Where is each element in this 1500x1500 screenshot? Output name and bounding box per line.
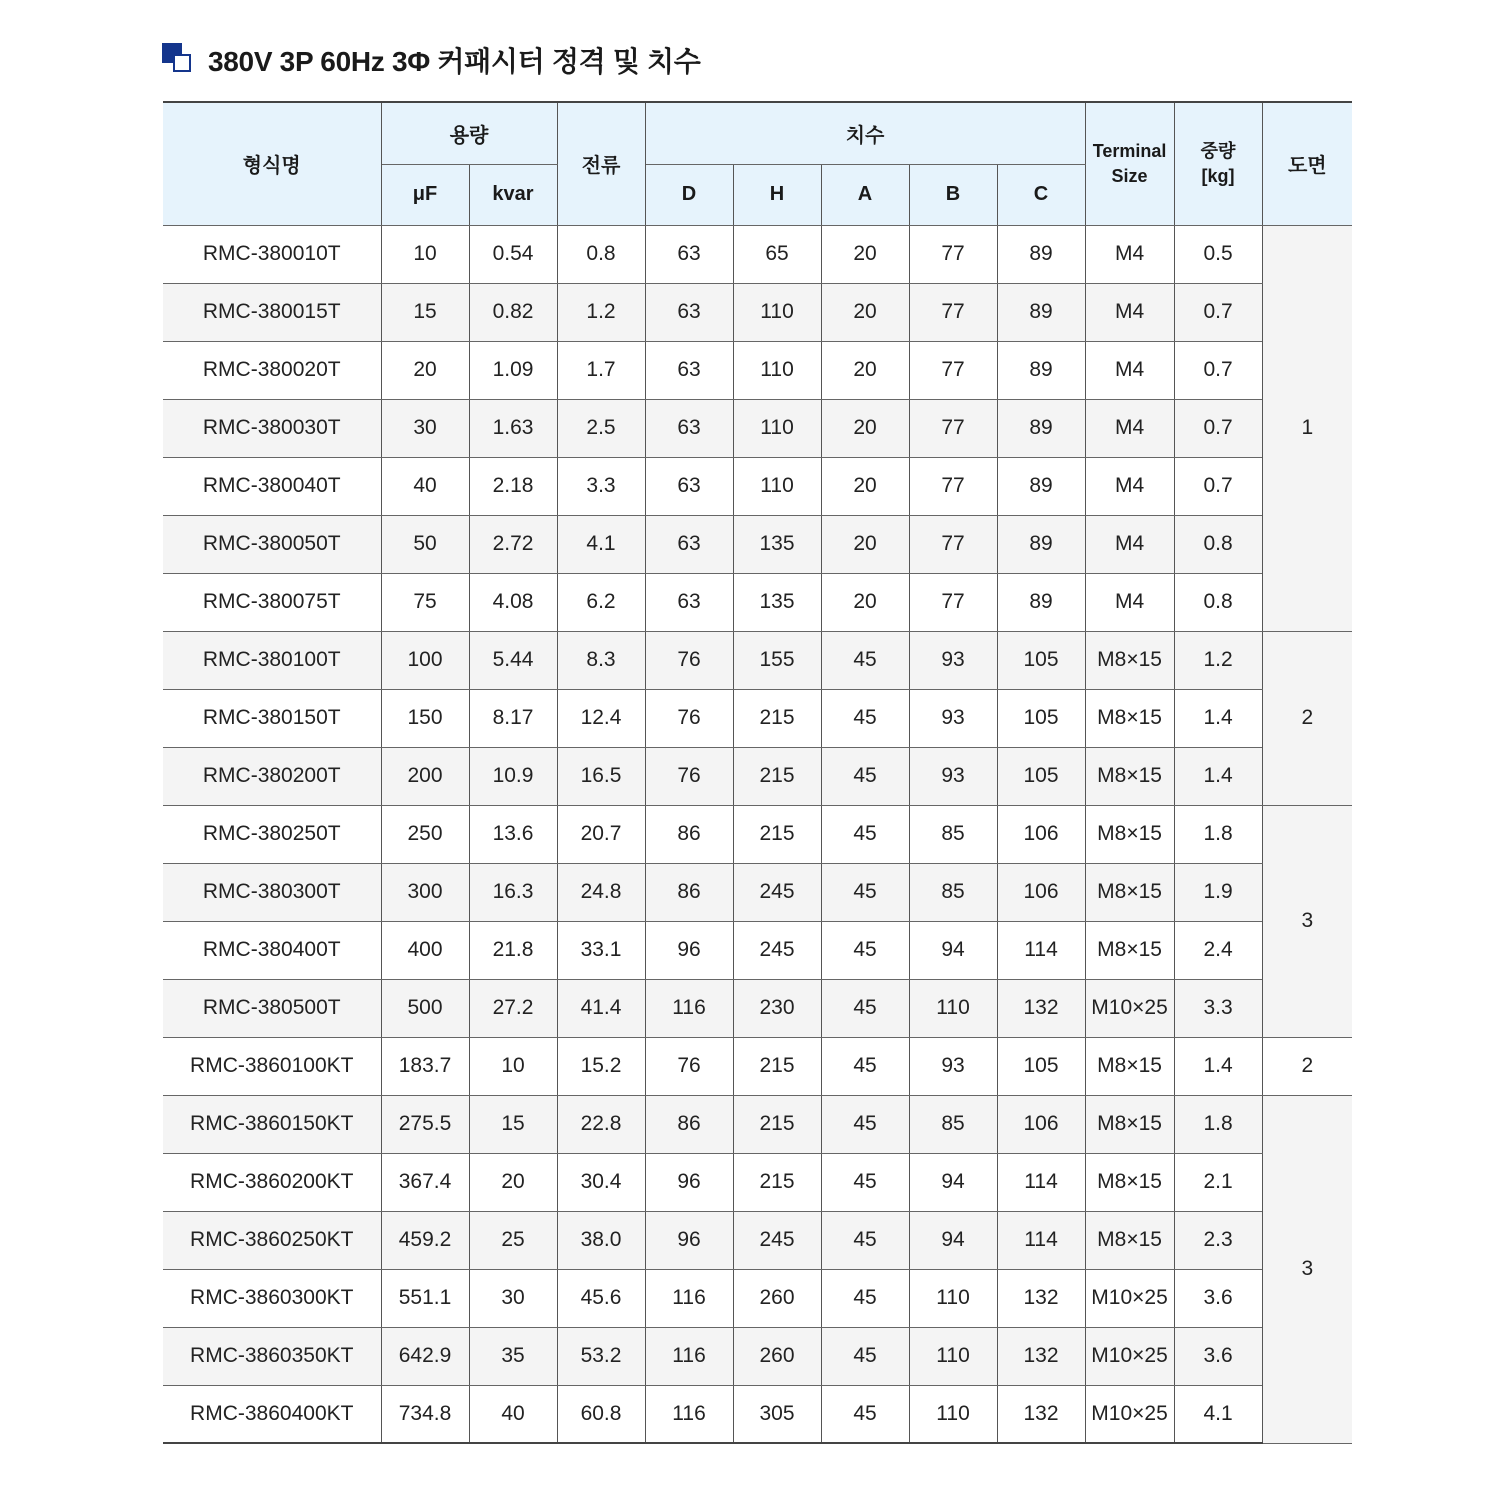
header-weight-line2: [kg] xyxy=(1201,165,1235,186)
page-title-bar xyxy=(162,40,701,80)
cell-d: 63 xyxy=(645,225,733,283)
capacitor-spec-table xyxy=(163,101,1352,1444)
cell-weight: 1.4 xyxy=(1174,689,1262,747)
cell-c: 132 xyxy=(997,979,1085,1037)
cell-c: 114 xyxy=(997,921,1085,979)
table-row xyxy=(163,1037,1352,1095)
cell-current: 53.2 xyxy=(557,1327,645,1385)
cell-kvar: 10 xyxy=(469,1037,557,1095)
cell-d: 86 xyxy=(645,863,733,921)
cell-uf: 275.5 xyxy=(381,1095,469,1153)
cell-weight: 0.8 xyxy=(1174,573,1262,631)
header-terminal-size xyxy=(1085,102,1174,225)
cell-c: 132 xyxy=(997,1269,1085,1327)
cell-b: 85 xyxy=(909,805,997,863)
cell-c: 106 xyxy=(997,1095,1085,1153)
cell-terminal: M8×15 xyxy=(1085,1211,1174,1269)
cell-a: 45 xyxy=(821,747,909,805)
cell-h: 110 xyxy=(733,399,821,457)
cell-model: RMC-380050T xyxy=(163,515,381,573)
cell-kvar: 1.63 xyxy=(469,399,557,457)
cell-h: 245 xyxy=(733,921,821,979)
cell-uf: 50 xyxy=(381,515,469,573)
cell-uf: 183.7 xyxy=(381,1037,469,1095)
cell-kvar: 0.54 xyxy=(469,225,557,283)
cell-d: 86 xyxy=(645,1095,733,1153)
title-square-icon xyxy=(162,43,194,77)
cell-current: 1.7 xyxy=(557,341,645,399)
cell-a: 45 xyxy=(821,1037,909,1095)
cell-c: 106 xyxy=(997,805,1085,863)
cell-kvar: 8.17 xyxy=(469,689,557,747)
cell-model: RMC-380100T xyxy=(163,631,381,689)
cell-uf: 40 xyxy=(381,457,469,515)
cell-drawing: 3 xyxy=(1262,805,1352,1037)
cell-model: RMC-380300T xyxy=(163,863,381,921)
cell-b: 77 xyxy=(909,225,997,283)
cell-kvar: 1.09 xyxy=(469,341,557,399)
cell-c: 114 xyxy=(997,1211,1085,1269)
table-row xyxy=(163,341,1352,399)
cell-drawing: 3 xyxy=(1262,1095,1352,1443)
cell-c: 106 xyxy=(997,863,1085,921)
cell-d: 76 xyxy=(645,689,733,747)
cell-b: 77 xyxy=(909,515,997,573)
cell-model: RMC-380030T xyxy=(163,399,381,457)
cell-d: 116 xyxy=(645,1269,733,1327)
cell-h: 155 xyxy=(733,631,821,689)
table-row xyxy=(163,747,1352,805)
cell-d: 116 xyxy=(645,979,733,1037)
cell-current: 15.2 xyxy=(557,1037,645,1095)
cell-kvar: 25 xyxy=(469,1211,557,1269)
cell-d: 63 xyxy=(645,573,733,631)
cell-d: 63 xyxy=(645,283,733,341)
cell-h: 245 xyxy=(733,863,821,921)
cell-a: 45 xyxy=(821,979,909,1037)
cell-h: 245 xyxy=(733,1211,821,1269)
cell-weight: 0.7 xyxy=(1174,283,1262,341)
cell-a: 45 xyxy=(821,689,909,747)
cell-model: RMC-380250T xyxy=(163,805,381,863)
cell-h: 215 xyxy=(733,689,821,747)
table-row xyxy=(163,1095,1352,1153)
cell-uf: 200 xyxy=(381,747,469,805)
cell-terminal: M8×15 xyxy=(1085,689,1174,747)
cell-uf: 100 xyxy=(381,631,469,689)
cell-a: 45 xyxy=(821,1327,909,1385)
table-row xyxy=(163,1153,1352,1211)
cell-b: 93 xyxy=(909,689,997,747)
cell-terminal: M10×25 xyxy=(1085,979,1174,1037)
cell-weight: 0.8 xyxy=(1174,515,1262,573)
cell-weight: 0.7 xyxy=(1174,399,1262,457)
cell-current: 24.8 xyxy=(557,863,645,921)
cell-b: 94 xyxy=(909,1153,997,1211)
cell-terminal: M8×15 xyxy=(1085,1037,1174,1095)
cell-c: 89 xyxy=(997,341,1085,399)
cell-kvar: 0.82 xyxy=(469,283,557,341)
cell-a: 45 xyxy=(821,631,909,689)
cell-terminal: M4 xyxy=(1085,283,1174,341)
cell-c: 89 xyxy=(997,573,1085,631)
cell-c: 89 xyxy=(997,515,1085,573)
cell-kvar: 27.2 xyxy=(469,979,557,1037)
cell-kvar: 2.18 xyxy=(469,457,557,515)
cell-weight: 3.6 xyxy=(1174,1269,1262,1327)
header-d: D xyxy=(645,164,733,225)
cell-model: RMC-380020T xyxy=(163,341,381,399)
page-title: 380V 3P 60Hz 3Φ 커패시터 정격 및 치수 xyxy=(208,46,701,77)
cell-uf: 551.1 xyxy=(381,1269,469,1327)
cell-a: 20 xyxy=(821,283,909,341)
cell-weight: 1.8 xyxy=(1174,805,1262,863)
cell-terminal: M8×15 xyxy=(1085,1153,1174,1211)
table-row xyxy=(163,1327,1352,1385)
cell-model: RMC-380075T xyxy=(163,573,381,631)
cell-h: 65 xyxy=(733,225,821,283)
cell-weight: 0.7 xyxy=(1174,457,1262,515)
cell-uf: 20 xyxy=(381,341,469,399)
cell-weight: 2.4 xyxy=(1174,921,1262,979)
cell-terminal: M8×15 xyxy=(1085,1095,1174,1153)
header-capacity: 용량 xyxy=(381,102,557,164)
cell-d: 86 xyxy=(645,805,733,863)
cell-d: 63 xyxy=(645,341,733,399)
cell-terminal: M4 xyxy=(1085,225,1174,283)
cell-d: 116 xyxy=(645,1327,733,1385)
table-row xyxy=(163,399,1352,457)
cell-model: RMC-3860200KT xyxy=(163,1153,381,1211)
header-weight-line1: 중량 xyxy=(1200,140,1236,161)
header-model: 형식명 xyxy=(163,102,381,225)
cell-current: 16.5 xyxy=(557,747,645,805)
cell-b: 110 xyxy=(909,1385,997,1443)
cell-model: RMC-380010T xyxy=(163,225,381,283)
cell-a: 20 xyxy=(821,225,909,283)
header-weight xyxy=(1174,102,1262,225)
cell-b: 110 xyxy=(909,979,997,1037)
cell-kvar: 15 xyxy=(469,1095,557,1153)
cell-kvar: 21.8 xyxy=(469,921,557,979)
cell-h: 110 xyxy=(733,283,821,341)
cell-h: 260 xyxy=(733,1327,821,1385)
cell-current: 8.3 xyxy=(557,631,645,689)
cell-current: 2.5 xyxy=(557,399,645,457)
cell-h: 305 xyxy=(733,1385,821,1443)
cell-b: 77 xyxy=(909,399,997,457)
cell-current: 60.8 xyxy=(557,1385,645,1443)
cell-kvar: 35 xyxy=(469,1327,557,1385)
cell-uf: 250 xyxy=(381,805,469,863)
cell-h: 215 xyxy=(733,1153,821,1211)
table-row xyxy=(163,573,1352,631)
header-terminal-line1: Terminal xyxy=(1092,140,1167,161)
cell-c: 132 xyxy=(997,1385,1085,1443)
cell-drawing: 2 xyxy=(1262,631,1352,805)
cell-c: 89 xyxy=(997,399,1085,457)
cell-b: 77 xyxy=(909,573,997,631)
cell-b: 93 xyxy=(909,1037,997,1095)
cell-a: 45 xyxy=(821,1153,909,1211)
cell-drawing: 1 xyxy=(1262,225,1352,631)
cell-model: RMC-3860250KT xyxy=(163,1211,381,1269)
cell-uf: 734.8 xyxy=(381,1385,469,1443)
cell-b: 110 xyxy=(909,1327,997,1385)
cell-a: 20 xyxy=(821,573,909,631)
cell-terminal: M10×25 xyxy=(1085,1269,1174,1327)
cell-a: 45 xyxy=(821,1211,909,1269)
cell-weight: 1.9 xyxy=(1174,863,1262,921)
cell-uf: 30 xyxy=(381,399,469,457)
cell-c: 105 xyxy=(997,689,1085,747)
cell-model: RMC-3860350KT xyxy=(163,1327,381,1385)
cell-b: 85 xyxy=(909,863,997,921)
cell-weight: 3.6 xyxy=(1174,1327,1262,1385)
cell-h: 110 xyxy=(733,341,821,399)
cell-c: 89 xyxy=(997,283,1085,341)
cell-b: 94 xyxy=(909,1211,997,1269)
cell-weight: 2.1 xyxy=(1174,1153,1262,1211)
cell-d: 63 xyxy=(645,515,733,573)
cell-model: RMC-380500T xyxy=(163,979,381,1037)
cell-weight: 1.4 xyxy=(1174,747,1262,805)
cell-d: 63 xyxy=(645,399,733,457)
cell-d: 96 xyxy=(645,921,733,979)
cell-current: 20.7 xyxy=(557,805,645,863)
header-current: 전류 xyxy=(557,102,645,225)
cell-uf: 459.2 xyxy=(381,1211,469,1269)
table-row xyxy=(163,1385,1352,1443)
header-a: A xyxy=(821,164,909,225)
cell-c: 114 xyxy=(997,1153,1085,1211)
header-drawing: 도면 xyxy=(1262,102,1352,225)
cell-current: 4.1 xyxy=(557,515,645,573)
cell-b: 77 xyxy=(909,341,997,399)
cell-d: 63 xyxy=(645,457,733,515)
cell-current: 38.0 xyxy=(557,1211,645,1269)
cell-weight: 4.1 xyxy=(1174,1385,1262,1443)
cell-uf: 500 xyxy=(381,979,469,1037)
cell-kvar: 30 xyxy=(469,1269,557,1327)
cell-terminal: M4 xyxy=(1085,573,1174,631)
cell-model: RMC-3860300KT xyxy=(163,1269,381,1327)
cell-d: 76 xyxy=(645,747,733,805)
cell-current: 33.1 xyxy=(557,921,645,979)
cell-h: 215 xyxy=(733,805,821,863)
cell-a: 45 xyxy=(821,805,909,863)
cell-weight: 3.3 xyxy=(1174,979,1262,1037)
cell-c: 105 xyxy=(997,747,1085,805)
table-row xyxy=(163,805,1352,863)
cell-terminal: M4 xyxy=(1085,457,1174,515)
table-row xyxy=(163,921,1352,979)
cell-kvar: 2.72 xyxy=(469,515,557,573)
cell-c: 89 xyxy=(997,225,1085,283)
cell-h: 230 xyxy=(733,979,821,1037)
cell-uf: 400 xyxy=(381,921,469,979)
cell-terminal: M4 xyxy=(1085,341,1174,399)
cell-a: 45 xyxy=(821,1269,909,1327)
cell-terminal: M8×15 xyxy=(1085,921,1174,979)
cell-model: RMC-3860400KT xyxy=(163,1385,381,1443)
cell-a: 45 xyxy=(821,1095,909,1153)
cell-b: 77 xyxy=(909,457,997,515)
cell-current: 30.4 xyxy=(557,1153,645,1211)
header-dimensions: 치수 xyxy=(645,102,1085,164)
cell-terminal: M10×25 xyxy=(1085,1385,1174,1443)
cell-c: 105 xyxy=(997,1037,1085,1095)
header-b: B xyxy=(909,164,997,225)
cell-a: 20 xyxy=(821,341,909,399)
header-terminal-line2: Size xyxy=(1111,165,1148,186)
cell-kvar: 10.9 xyxy=(469,747,557,805)
cell-d: 76 xyxy=(645,1037,733,1095)
cell-kvar: 5.44 xyxy=(469,631,557,689)
cell-drawing: 2 xyxy=(1262,1037,1352,1095)
cell-h: 135 xyxy=(733,573,821,631)
cell-b: 93 xyxy=(909,747,997,805)
cell-model: RMC-380150T xyxy=(163,689,381,747)
header-uf: μF xyxy=(381,164,469,225)
cell-b: 77 xyxy=(909,283,997,341)
cell-terminal: M8×15 xyxy=(1085,631,1174,689)
cell-terminal: M8×15 xyxy=(1085,747,1174,805)
cell-b: 93 xyxy=(909,631,997,689)
table-body xyxy=(163,225,1352,1443)
cell-current: 1.2 xyxy=(557,283,645,341)
cell-a: 45 xyxy=(821,921,909,979)
cell-model: RMC-380200T xyxy=(163,747,381,805)
cell-current: 45.6 xyxy=(557,1269,645,1327)
cell-d: 116 xyxy=(645,1385,733,1443)
cell-a: 45 xyxy=(821,863,909,921)
table-row xyxy=(163,1269,1352,1327)
cell-terminal: M4 xyxy=(1085,399,1174,457)
table-row xyxy=(163,979,1352,1037)
cell-h: 110 xyxy=(733,457,821,515)
cell-d: 76 xyxy=(645,631,733,689)
cell-kvar: 40 xyxy=(469,1385,557,1443)
cell-h: 135 xyxy=(733,515,821,573)
cell-b: 110 xyxy=(909,1269,997,1327)
cell-b: 94 xyxy=(909,921,997,979)
cell-uf: 642.9 xyxy=(381,1327,469,1385)
cell-current: 41.4 xyxy=(557,979,645,1037)
cell-current: 12.4 xyxy=(557,689,645,747)
cell-a: 20 xyxy=(821,457,909,515)
cell-c: 89 xyxy=(997,457,1085,515)
table-row xyxy=(163,457,1352,515)
table-row xyxy=(163,283,1352,341)
cell-model: RMC-3860150KT xyxy=(163,1095,381,1153)
cell-h: 215 xyxy=(733,747,821,805)
cell-a: 45 xyxy=(821,1385,909,1443)
table-row xyxy=(163,1211,1352,1269)
cell-uf: 15 xyxy=(381,283,469,341)
table-row xyxy=(163,689,1352,747)
cell-weight: 1.2 xyxy=(1174,631,1262,689)
cell-c: 105 xyxy=(997,631,1085,689)
cell-d: 96 xyxy=(645,1211,733,1269)
header-h: H xyxy=(733,164,821,225)
cell-c: 132 xyxy=(997,1327,1085,1385)
cell-weight: 0.5 xyxy=(1174,225,1262,283)
cell-kvar: 4.08 xyxy=(469,573,557,631)
cell-h: 215 xyxy=(733,1095,821,1153)
cell-kvar: 20 xyxy=(469,1153,557,1211)
cell-d: 96 xyxy=(645,1153,733,1211)
cell-uf: 150 xyxy=(381,689,469,747)
table-row xyxy=(163,631,1352,689)
cell-current: 0.8 xyxy=(557,225,645,283)
cell-terminal: M4 xyxy=(1085,515,1174,573)
cell-h: 215 xyxy=(733,1037,821,1095)
cell-uf: 10 xyxy=(381,225,469,283)
cell-uf: 75 xyxy=(381,573,469,631)
cell-weight: 1.8 xyxy=(1174,1095,1262,1153)
cell-h: 260 xyxy=(733,1269,821,1327)
cell-uf: 367.4 xyxy=(381,1153,469,1211)
cell-uf: 300 xyxy=(381,863,469,921)
cell-terminal: M8×15 xyxy=(1085,863,1174,921)
cell-current: 3.3 xyxy=(557,457,645,515)
cell-terminal: M8×15 xyxy=(1085,805,1174,863)
cell-terminal: M10×25 xyxy=(1085,1327,1174,1385)
header-kvar: kvar xyxy=(469,164,557,225)
header-c: C xyxy=(997,164,1085,225)
cell-weight: 2.3 xyxy=(1174,1211,1262,1269)
cell-b: 85 xyxy=(909,1095,997,1153)
cell-model: RMC-3860100KT xyxy=(163,1037,381,1095)
cell-a: 20 xyxy=(821,399,909,457)
table-row xyxy=(163,225,1352,283)
table-header xyxy=(163,102,1352,225)
cell-model: RMC-380015T xyxy=(163,283,381,341)
cell-current: 22.8 xyxy=(557,1095,645,1153)
cell-weight: 1.4 xyxy=(1174,1037,1262,1095)
cell-model: RMC-380400T xyxy=(163,921,381,979)
cell-kvar: 13.6 xyxy=(469,805,557,863)
cell-weight: 0.7 xyxy=(1174,341,1262,399)
table-row xyxy=(163,515,1352,573)
cell-current: 6.2 xyxy=(557,573,645,631)
cell-model: RMC-380040T xyxy=(163,457,381,515)
cell-kvar: 16.3 xyxy=(469,863,557,921)
cell-a: 20 xyxy=(821,515,909,573)
table-row xyxy=(163,863,1352,921)
